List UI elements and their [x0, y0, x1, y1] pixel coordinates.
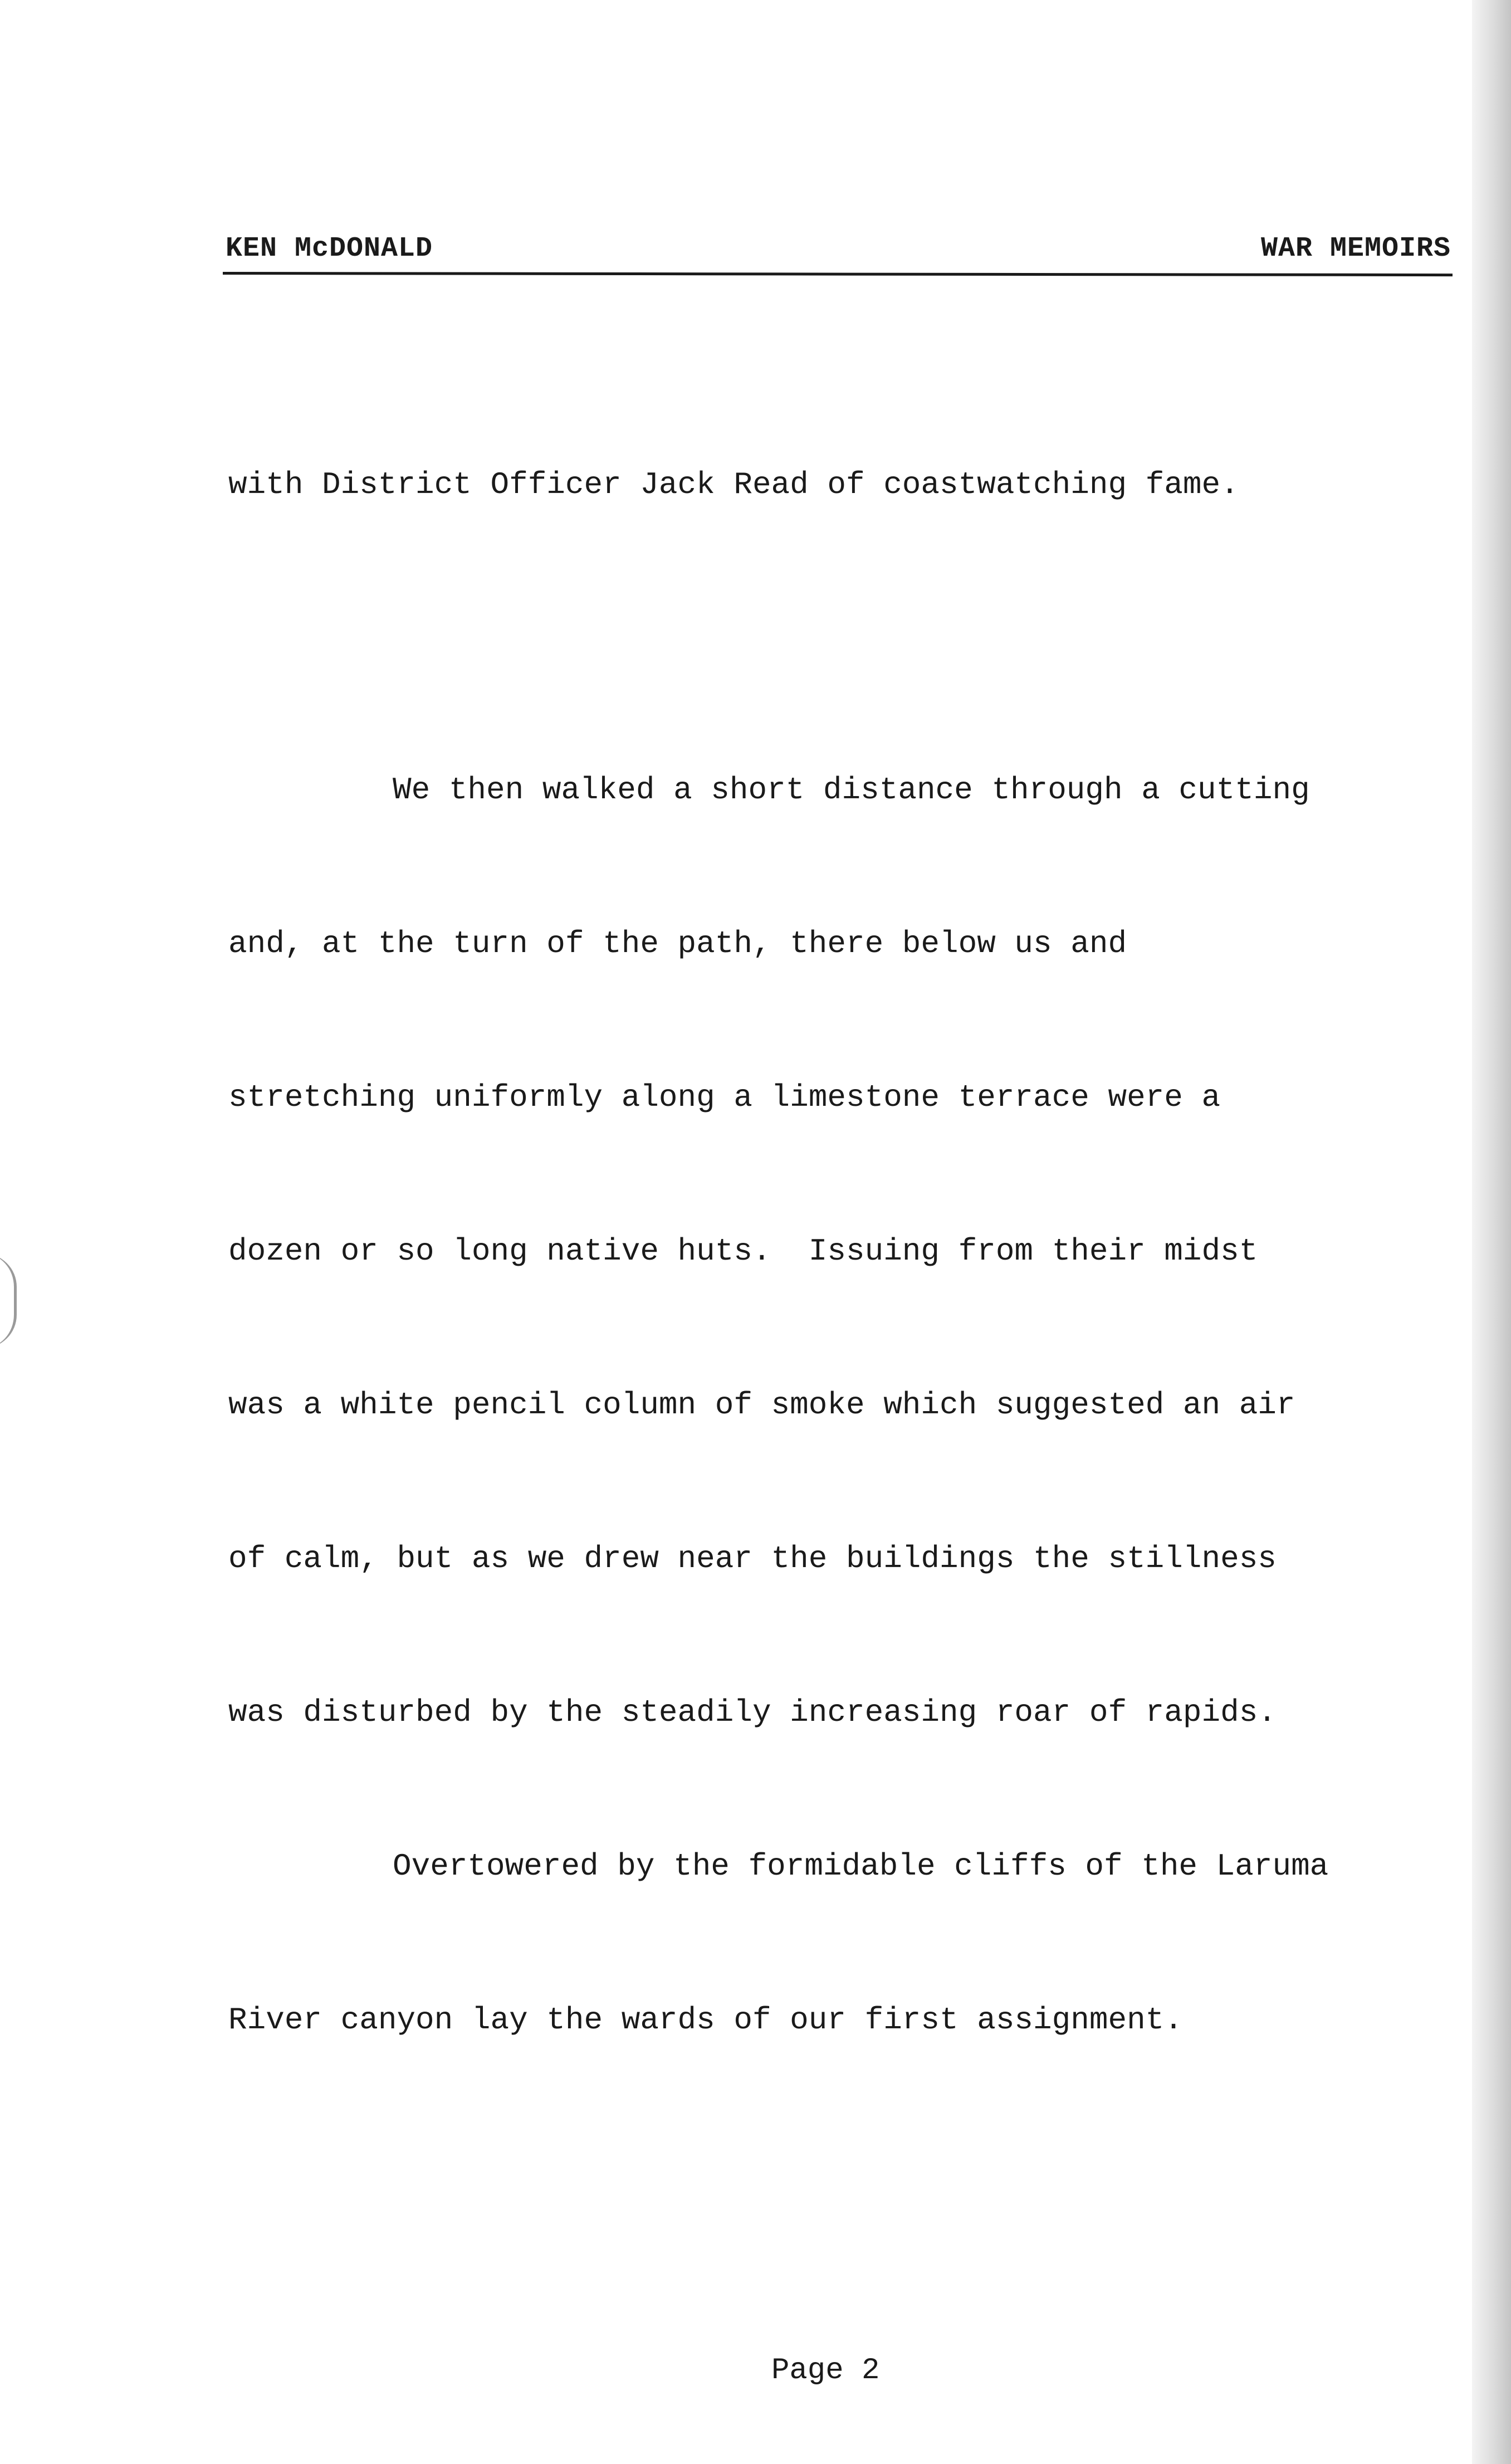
text-line: was disturbed by the steadily increasing roar of rapids.: [228, 1695, 1277, 1730]
text-line: was a white pencil column of smoke which suggested an air: [228, 1387, 1295, 1423]
page-edge-shadow: [1472, 0, 1511, 2464]
page-number: Page 2: [771, 2354, 880, 2388]
text-line: of calm, but as we drew near the buildings the stillness: [228, 1541, 1277, 1577]
text-line: We then walked a short distance through a cutting: [393, 772, 1310, 808]
text-line: and, at the turn of the path, there below us and: [228, 926, 1127, 962]
text-line: River canyon lay the wards of our first assignment.: [228, 2002, 1183, 2038]
header-author: KEN McDONALD: [226, 233, 433, 265]
running-header: [226, 233, 1451, 272]
paragraph-gap: [228, 613, 1476, 662]
binding-mark: [0, 1253, 17, 1348]
text-line: stretching uniformly along a limestone terrace were a: [228, 1080, 1221, 1115]
text-line: Overtowered by the formidable cliffs of the Laruma: [393, 1848, 1329, 1884]
header-title: WAR MEMOIRS: [1260, 233, 1451, 265]
text-line: dozen or so long native huts. Issuing from their midst: [228, 1233, 1258, 1269]
header-rule: [223, 272, 1453, 276]
text-line: with District Officer Jack Read of coastwatching fame.: [228, 467, 1239, 502]
body-text: [228, 357, 1476, 2097]
